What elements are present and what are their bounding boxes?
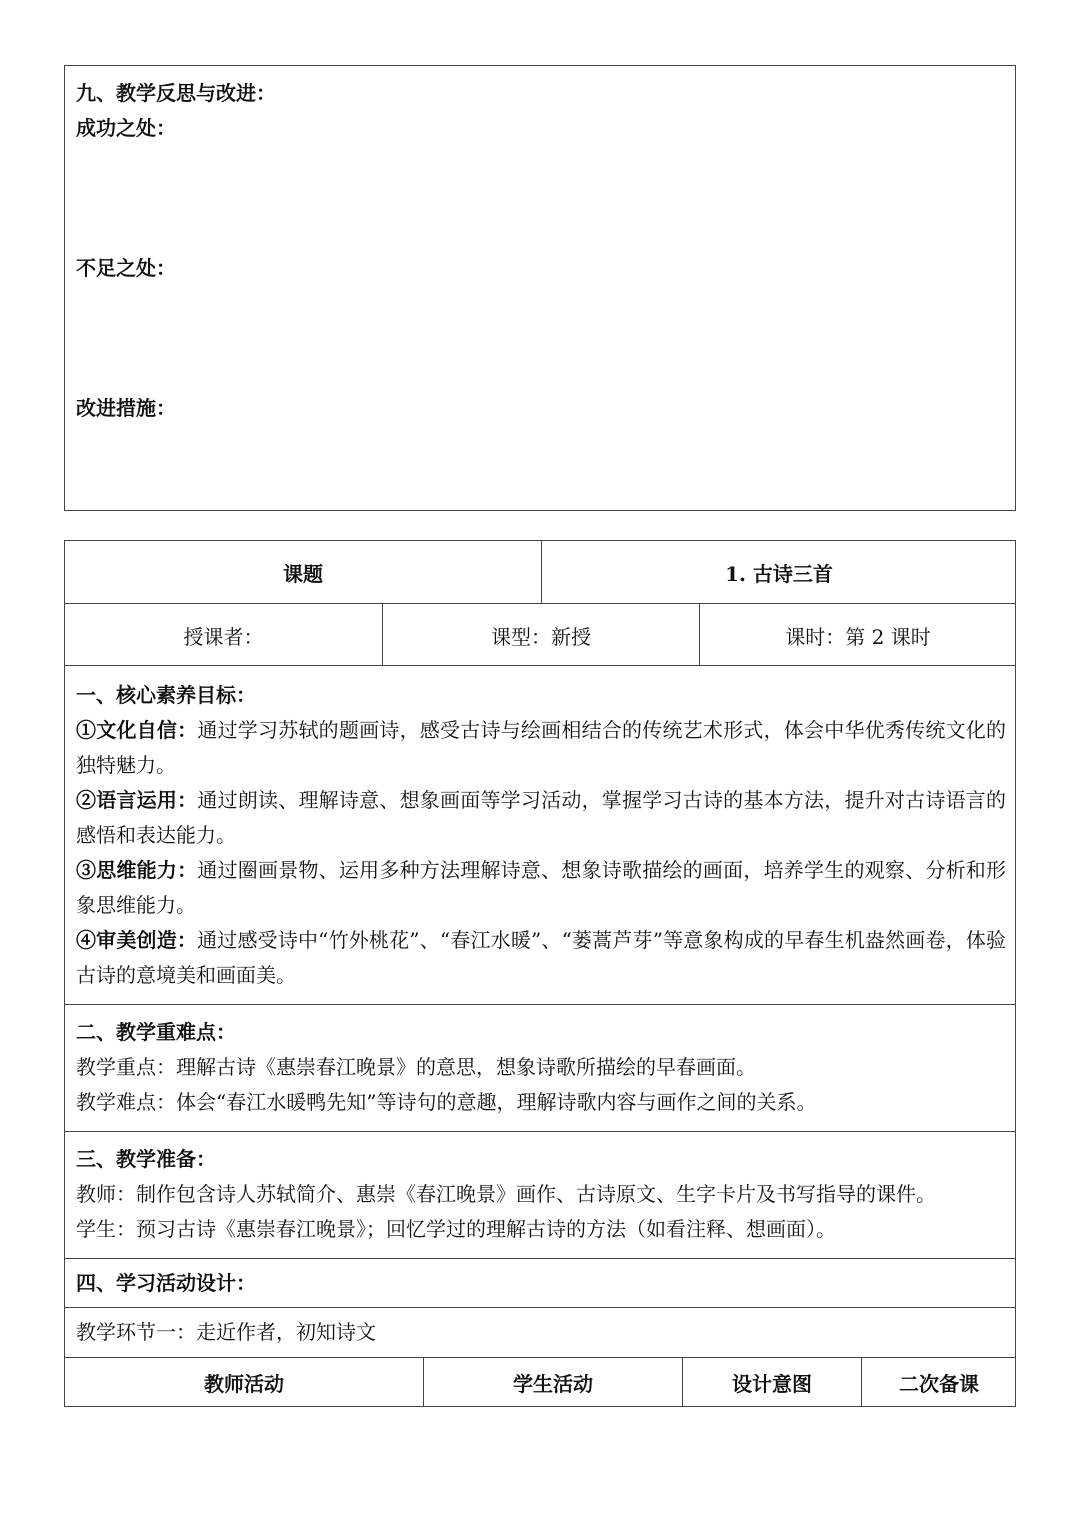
focus-text: 教学重点：理解古诗《惠崇春江晚景》的意思，想象诗歌所描绘的早春画面。 [76, 1055, 756, 1079]
lesson-plan-table [64, 540, 1016, 1407]
topic-label: 课题 [283, 562, 323, 586]
col-teacher-activity: 教师活动 [204, 1372, 284, 1396]
difficulty-text: 教学难点：体会“春江水暖鸭先知”等诗句的意趣，理解诗歌内容与画作之间的关系。 [76, 1090, 817, 1114]
goal-item: ④审美创造：通过感受诗中“竹外桃花”、“春江水暖”、“蒌蒿芦芽”等意象构成的早春生机盎然画卷，体验古诗的意境美和画面美。 [76, 928, 1007, 987]
activities-heading: 四、学习活动设计： [76, 1271, 256, 1295]
success-label: 成功之处： [76, 116, 176, 140]
topic-value: 1. 古诗三首 [725, 562, 833, 586]
info-row [65, 603, 1015, 666]
topic-row [65, 541, 1015, 604]
student-prep: 学生：预习古诗《惠崇春江晚景》；回忆学过的理解古诗的方法（如看注释、想画面）。 [76, 1217, 836, 1241]
key-points-heading: 二、教学重难点： [76, 1020, 236, 1044]
goal-item: ②语言运用：通过朗读、理解诗意、想象画面等学习活动，掌握学习古诗的基本方法，提升对古诗语言的感悟和表达能力。 [76, 788, 1007, 847]
col-design-intent: 设计意图 [732, 1372, 812, 1396]
step1-text: 教学环节一：走近作者，初知诗文 [76, 1320, 376, 1344]
shortcoming-label: 不足之处： [76, 256, 176, 280]
teacher-field: 授课者： [183, 624, 264, 649]
goals-section [65, 665, 1015, 1005]
col-second-prep: 二次备课 [899, 1372, 979, 1396]
teacher-prep: 教师：制作包含诗人苏轼简介、惠崇《春江晚景》画作、古诗原文、生字卡片及书写指导的课件。 [76, 1182, 936, 1206]
reflection-section [64, 65, 1016, 511]
lesson-type-field: 课型：新授 [491, 624, 591, 649]
activity-columns-row [65, 1357, 1015, 1407]
preparation-section [65, 1131, 1015, 1259]
goal-item: ③思维能力：通过圈画景物、运用多种方法理解诗意、想象诗歌描绘的画面，培养学生的观察、分析和形象思维能力。 [76, 858, 1007, 917]
step1-row [65, 1307, 1015, 1358]
period-field: 课时：第 2 课时 [785, 624, 931, 649]
activities-heading-row [65, 1258, 1015, 1308]
goals-heading: 一、核心素养目标： [76, 683, 256, 707]
improvement-label: 改进措施： [76, 396, 176, 420]
reflection-heading: 九、教学反思与改进： [76, 81, 276, 105]
preparation-heading: 三、教学准备： [76, 1147, 216, 1171]
col-student-activity: 学生活动 [513, 1372, 593, 1396]
key-points-section [65, 1004, 1015, 1132]
goal-item: ①文化自信：通过学习苏轼的题画诗，感受古诗与绘画相结合的传统艺术形式，体会中华优秀传统文化的独特魅力。 [76, 718, 1007, 777]
